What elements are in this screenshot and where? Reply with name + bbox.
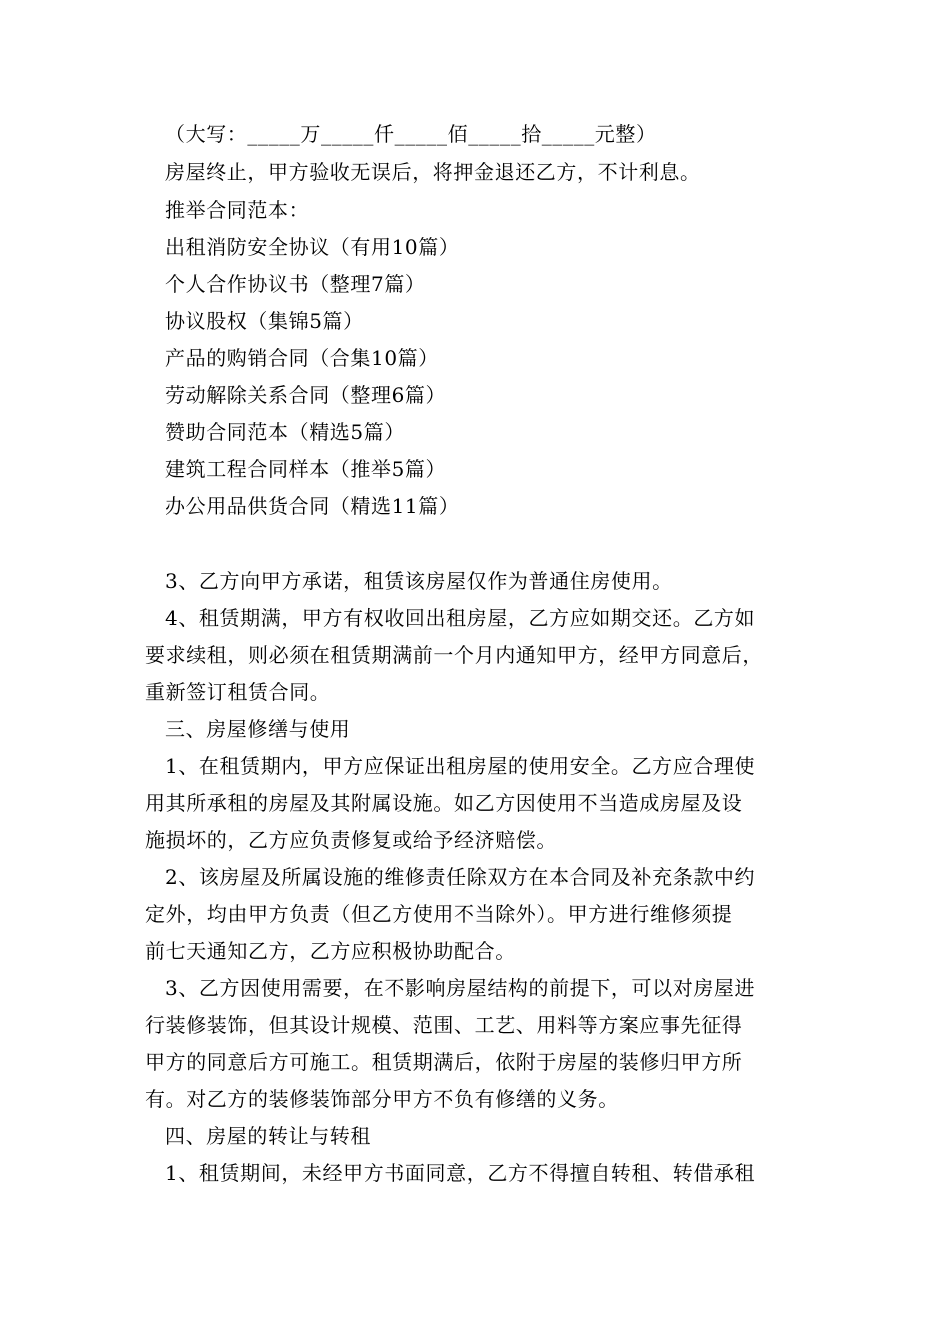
section-heading: 四、房屋的转让与转租 — [165, 1124, 371, 1148]
template-link: 办公用品供货合同（精选11篇） — [165, 494, 460, 518]
clause-paragraph: 用其所承租的房屋及其附属设施。如乙方因使用不当造成房屋及设 — [145, 791, 743, 815]
clause-paragraph: 2、该房屋及所属设施的维修责任除双方在本合同及补充条款中约 — [165, 865, 756, 889]
clause-paragraph: 4、租赁期满，甲方有权收回出租房屋，乙方应如期交还。乙方如 — [165, 606, 756, 630]
template-link: 建筑工程合同样本（推举5篇） — [165, 457, 447, 481]
template-link: 个人合作协议书（整理7篇） — [165, 272, 426, 296]
clause-paragraph: 定外，均由甲方负责（但乙方使用不当除外）。甲方进行维修须提 — [145, 902, 733, 926]
deposit-return-line: 房屋终止，甲方验收无误后，将押金退还乙方，不计利息。 — [165, 160, 701, 184]
clause-paragraph: 甲方的同意后方可施工。租赁期满后，依附于房屋的装修归甲方所 — [145, 1050, 743, 1074]
clause-paragraph: 行装修装饰，但其设计规模、范围、工艺、用料等方案应事先征得 — [145, 1013, 743, 1037]
clause-paragraph: 1、租赁期间，未经甲方书面同意，乙方不得擅自转租、转借承租 — [165, 1161, 756, 1185]
clause-paragraph: 有。对乙方的装修装饰部分甲方不负有修缮的义务。 — [145, 1087, 619, 1111]
template-link: 出租消防安全协议（有用10篇） — [165, 235, 460, 259]
template-link: 协议股权（集锦5篇） — [165, 309, 364, 333]
section-heading: 三、房屋修缮与使用 — [165, 717, 351, 741]
template-link: 劳动解除关系合同（整理6篇） — [165, 383, 447, 407]
amount-in-words-line: （大写：_____万_____仟_____佰_____拾_____元整） — [165, 122, 657, 146]
clause-paragraph: 3、乙方向甲方承诺，租赁该房屋仅作为普通住房使用。 — [165, 569, 673, 593]
clause-paragraph: 重新签订租赁合同。 — [145, 680, 331, 704]
clause-paragraph: 施损坏的，乙方应负责修复或给予经济赔偿。 — [145, 828, 557, 852]
template-link: 产品的购销合同（合集10篇） — [165, 346, 439, 370]
clause-paragraph: 1、在租赁期内，甲方应保证出租房屋的使用安全。乙方应合理使 — [165, 754, 756, 778]
clause-paragraph: 要求续租，则必须在租赁期满前一个月内通知甲方，经甲方同意后， — [145, 643, 763, 667]
clause-paragraph: 前七天通知乙方，乙方应积极协助配合。 — [145, 939, 516, 963]
recommended-templates-heading: 推举合同范本： — [165, 198, 310, 222]
template-link: 赞助合同范本（精选5篇） — [165, 420, 405, 444]
clause-paragraph: 3、乙方因使用需要，在不影响房屋结构的前提下，可以对房屋进 — [165, 976, 756, 1000]
